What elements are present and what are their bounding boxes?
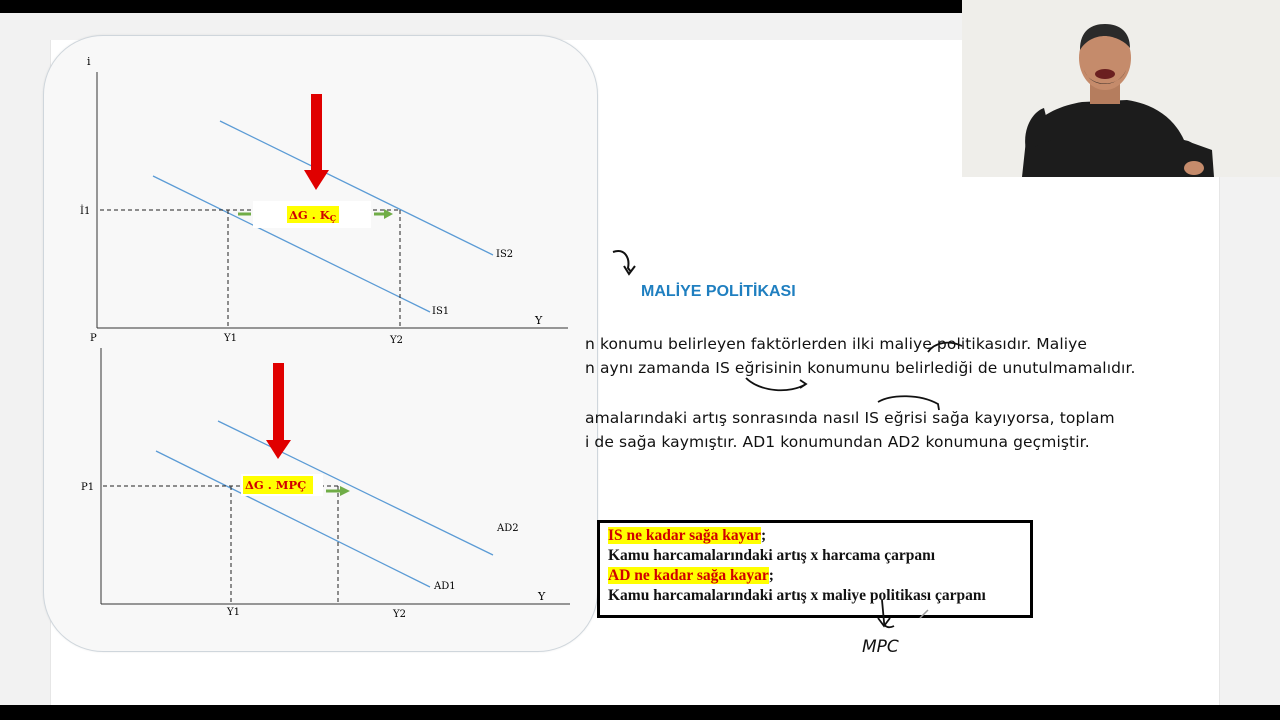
is1-curve [153,176,430,312]
bottom-red-arrowhead [266,440,291,459]
bottom-x-tick-y1: Y1 [227,607,240,618]
info-is-highlight: IS ne kadar sağa kayar [608,527,762,544]
bottom-letterbox [0,705,1280,720]
bottom-shift-label: ΔG . MPÇ [245,478,307,492]
ad1-curve [156,451,430,587]
presenter-webcam [962,0,1280,177]
top-x-axis-label: Y [535,314,543,327]
bottom-x-axis-label: Y [538,590,546,603]
bottom-level-label: P1 [81,482,95,493]
top-level-label: İ1 [80,206,91,217]
bottom-graph [81,348,570,620]
paragraph1-line1: n konumu belirleyen faktörlerden ilki maliye politikasıdır. Maliye [585,335,1088,353]
paragraph2-line1: amalarındaki artış sonrasında nasıl IS eğrisi sağa kayıyorsa, toplam [585,409,1115,427]
info-line-is [608,526,1030,546]
bottom-x-tick-y2: Y2 [393,609,406,620]
is2-label: IS2 [496,249,514,260]
top-x-tick-y1: Y1 [224,333,237,344]
is1-label: IS1 [432,306,450,317]
top-graph [80,55,568,346]
top-y-axis-label: i [87,55,91,68]
ad2-label: AD2 [497,523,519,534]
bottom-red-arrow-shaft [273,363,284,443]
slide-title: MALİYE POLİTİKASI [641,283,796,300]
top-red-arrowhead [304,170,329,190]
multiplier-info-box [597,520,1033,618]
top-red-arrow-shaft [311,94,322,172]
economics-diagram [0,0,600,660]
is2-curve [220,121,493,255]
presenter-figure [962,0,1280,177]
info-is-suffix: ; [761,527,767,544]
paragraph2-line2: i de sağa kaymıştır. AD1 konumundan AD2 konumuna geçmiştir. [585,433,1090,451]
info-ad-highlight: AD ne kadar sağa kayar [608,567,769,584]
top-x-tick-y2: Y2 [390,335,403,346]
paragraph1-line2: n aynı zamanda IS eğrisinin konumunu belirlediği de unutulmamalıdır. [585,359,1136,377]
info-line-ad [608,566,1030,586]
ad1-label: AD1 [434,581,456,592]
bottom-green-arrowhead [340,486,350,496]
info-ad-suffix: ; [768,567,774,584]
handwritten-mpc: MPC [862,637,899,657]
top-origin-label: P [90,333,97,344]
top-shift-label: ΔG . KÇ [289,208,337,223]
info-line-ad-formula: Kamu harcamalarındaki artış x maliye politikası çarpanı [608,587,986,604]
info-line-is-formula: Kamu harcamalarındaki artış x harcama çarpanı [608,547,936,564]
